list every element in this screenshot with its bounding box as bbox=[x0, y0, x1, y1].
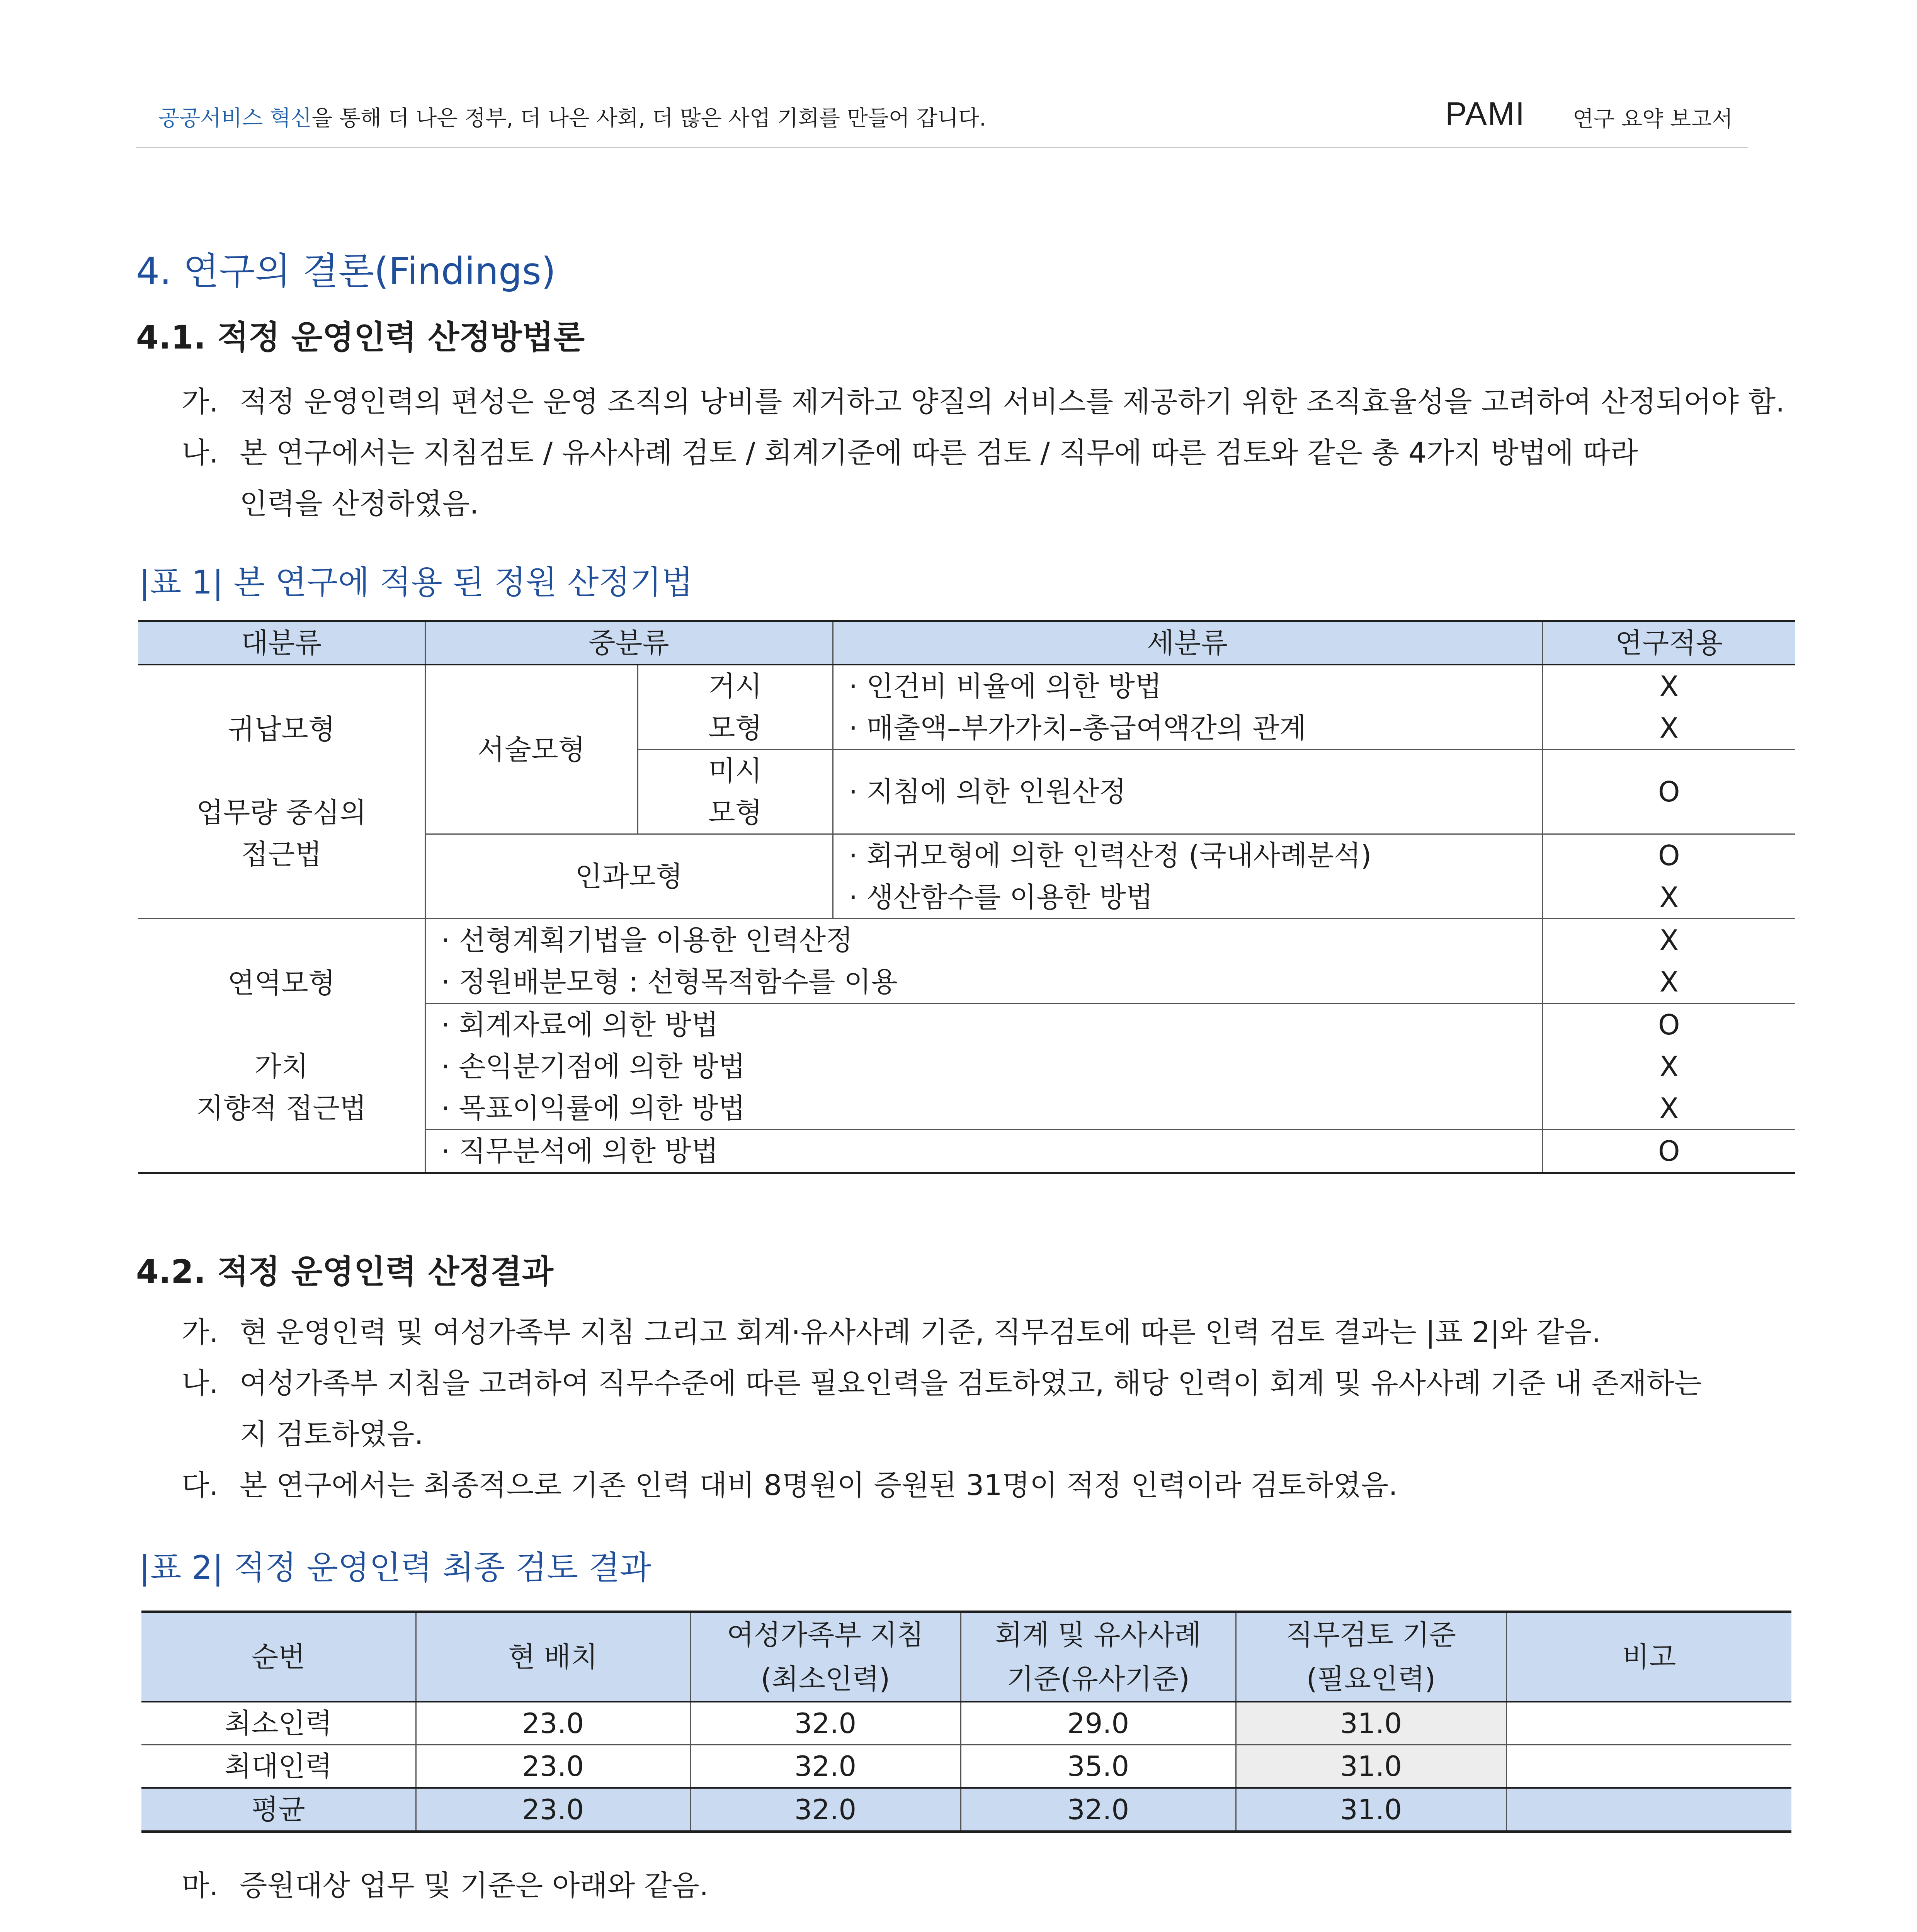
subsection-4-2-title: 4.2. 적정 운영인력 산정결과 bbox=[136, 1253, 553, 1291]
table1-apply: X bbox=[1542, 919, 1795, 961]
table1-detail: · 회귀모형에 의한 인력산정 (국내사례분석) bbox=[833, 834, 1542, 877]
table1-apply: X bbox=[1542, 961, 1795, 1003]
table1-apply: X bbox=[1542, 1046, 1795, 1087]
table1-group-deductive: 연역모형 가치 지향적 접근법 bbox=[138, 919, 425, 1173]
table1-apply: O bbox=[1542, 834, 1795, 877]
table2-header-note: 비고 bbox=[1506, 1612, 1791, 1702]
table1-detail: · 생산함수를 이용한 방법 bbox=[833, 876, 1542, 919]
table1-apply: X bbox=[1542, 876, 1795, 919]
header-brand: PAMI bbox=[1445, 95, 1526, 132]
subsection-4-1-title: 4.1. 적정 운영인력 산정방법론 bbox=[136, 318, 585, 356]
table1-apply: O bbox=[1542, 750, 1795, 834]
table-row: 최대인력 23.0 32.0 35.0 31.0 bbox=[141, 1745, 1791, 1788]
subsection-4-2-body bbox=[182, 1307, 1785, 1511]
paragraph-item: 가. 적정 운영인력의 편성은 운영 조직의 낭비를 제거하고 양질의 서비스를 제공하기 위한 조직효율성을 고려하여 산정되어야 함. bbox=[182, 385, 1785, 418]
paragraph-item: 나. 여성가족부 지침을 고려하여 직무수준에 따른 필요인력을 검토하였고, 해당 인력이 회계 및 유사사례 기준 내 존재하는 지 검토하였음. bbox=[182, 1367, 1702, 1451]
header-slogan bbox=[158, 101, 986, 132]
header-divider bbox=[136, 147, 1748, 148]
slogan-highlight: 공공서비스 혁신 bbox=[158, 106, 312, 131]
table1 bbox=[138, 620, 1795, 1174]
table1-header: 세분류 bbox=[833, 621, 1542, 665]
table-row bbox=[138, 665, 1795, 707]
table2-caption: |표 2| 적정 운영인력 최종 검토 결과 bbox=[139, 1549, 651, 1587]
table1-group-inductive: 귀납모형 업무량 중심의 접근법 bbox=[138, 665, 425, 919]
table1-apply: O bbox=[1542, 1130, 1795, 1173]
table-row: 최소인력 23.0 32.0 29.0 31.0 bbox=[141, 1702, 1791, 1745]
table2-header-job: 직무검토 기준 (필요인력) bbox=[1236, 1612, 1506, 1702]
paragraph-item: 가. 현 운영인력 및 여성가족부 지침 그리고 회계·유사사례 기준, 직무검토에 따른 인력 검토 결과는 |표 2|와 같음. bbox=[182, 1316, 1601, 1349]
paragraph-item: 나. 본 연구에서는 지침검토 / 유사사례 검토 / 회계기준에 따른 검토 / 직무에 따른 검토와 같은 총 4가지 방법에 따라 인력을 산정하였음. bbox=[182, 436, 1638, 520]
table1-detail: · 직무분석에 의한 방법 bbox=[425, 1130, 1542, 1173]
table1-detail: · 손익분기점에 의한 방법 bbox=[425, 1046, 1542, 1087]
table1-apply: X bbox=[1542, 707, 1795, 750]
table2-header-account: 회계 및 유사사례 기준(유사기준) bbox=[961, 1612, 1236, 1702]
table2-header-current: 현 배치 bbox=[416, 1612, 690, 1702]
table1-apply: O bbox=[1542, 1003, 1795, 1046]
table-row-average: 평균 23.0 32.0 32.0 31.0 bbox=[141, 1788, 1791, 1832]
table1-header: 대분류 bbox=[138, 621, 425, 665]
header-report-type: 연구 요약 보고서 bbox=[1573, 107, 1733, 132]
table1-header: 중분류 bbox=[425, 621, 833, 665]
table1-detail: · 정원배분모형 : 선형목적함수를 이용 bbox=[425, 961, 1542, 1003]
table1-detail: · 매출액–부가가치–총급여액간의 관계 bbox=[833, 707, 1542, 750]
paragraph-item: 다. 본 연구에서는 최종적으로 기존 인력 대비 8명원이 증원된 31명이 적정 인력이라 검토하였음. bbox=[182, 1469, 1398, 1502]
table1-header-row bbox=[138, 621, 1795, 665]
table-row bbox=[138, 919, 1795, 961]
table1-detail: · 목표이익률에 의한 방법 bbox=[425, 1087, 1542, 1130]
table1-descriptive-model: 서술모형 bbox=[425, 665, 638, 834]
table1-detail: · 회계자료에 의한 방법 bbox=[425, 1003, 1542, 1046]
table1-macro-model: 거시 bbox=[638, 665, 833, 707]
table1-micro-model: 미시 모형 bbox=[638, 750, 833, 834]
slogan-rest: 을 통해 더 나은 정부, 더 나은 사회, 더 많은 사업 기회를 만들어 갑니다. bbox=[311, 106, 986, 131]
table1-causal-model: 인과모형 bbox=[425, 834, 833, 919]
table1-detail: · 지침에 의한 인원산정 bbox=[833, 750, 1542, 834]
table2 bbox=[141, 1611, 1791, 1833]
table2-header-mogef: 여성가족부 지침 (최소인력) bbox=[690, 1612, 961, 1702]
table1-macro-model: 모형 bbox=[638, 707, 833, 750]
table2-header-row bbox=[141, 1612, 1791, 1702]
table1-apply: X bbox=[1542, 1087, 1795, 1130]
section-title: 4. 연구의 결론(Findings) bbox=[136, 250, 556, 293]
table1-caption: |표 1| 본 연구에 적용 된 정원 산정기법 bbox=[139, 563, 693, 601]
table1-apply: X bbox=[1542, 665, 1795, 707]
table1-detail: · 선형계획기법을 이용한 인력산정 bbox=[425, 919, 1542, 961]
subsection-4-1-body bbox=[182, 376, 1785, 529]
table1-detail: · 인건비 비율에 의한 방법 bbox=[833, 665, 1542, 707]
table1-header: 연구적용 bbox=[1542, 621, 1795, 665]
table2-header-no: 순번 bbox=[141, 1612, 416, 1702]
note-paragraph: 마. 증원대상 업무 및 기준은 아래와 같음. bbox=[182, 1869, 709, 1902]
